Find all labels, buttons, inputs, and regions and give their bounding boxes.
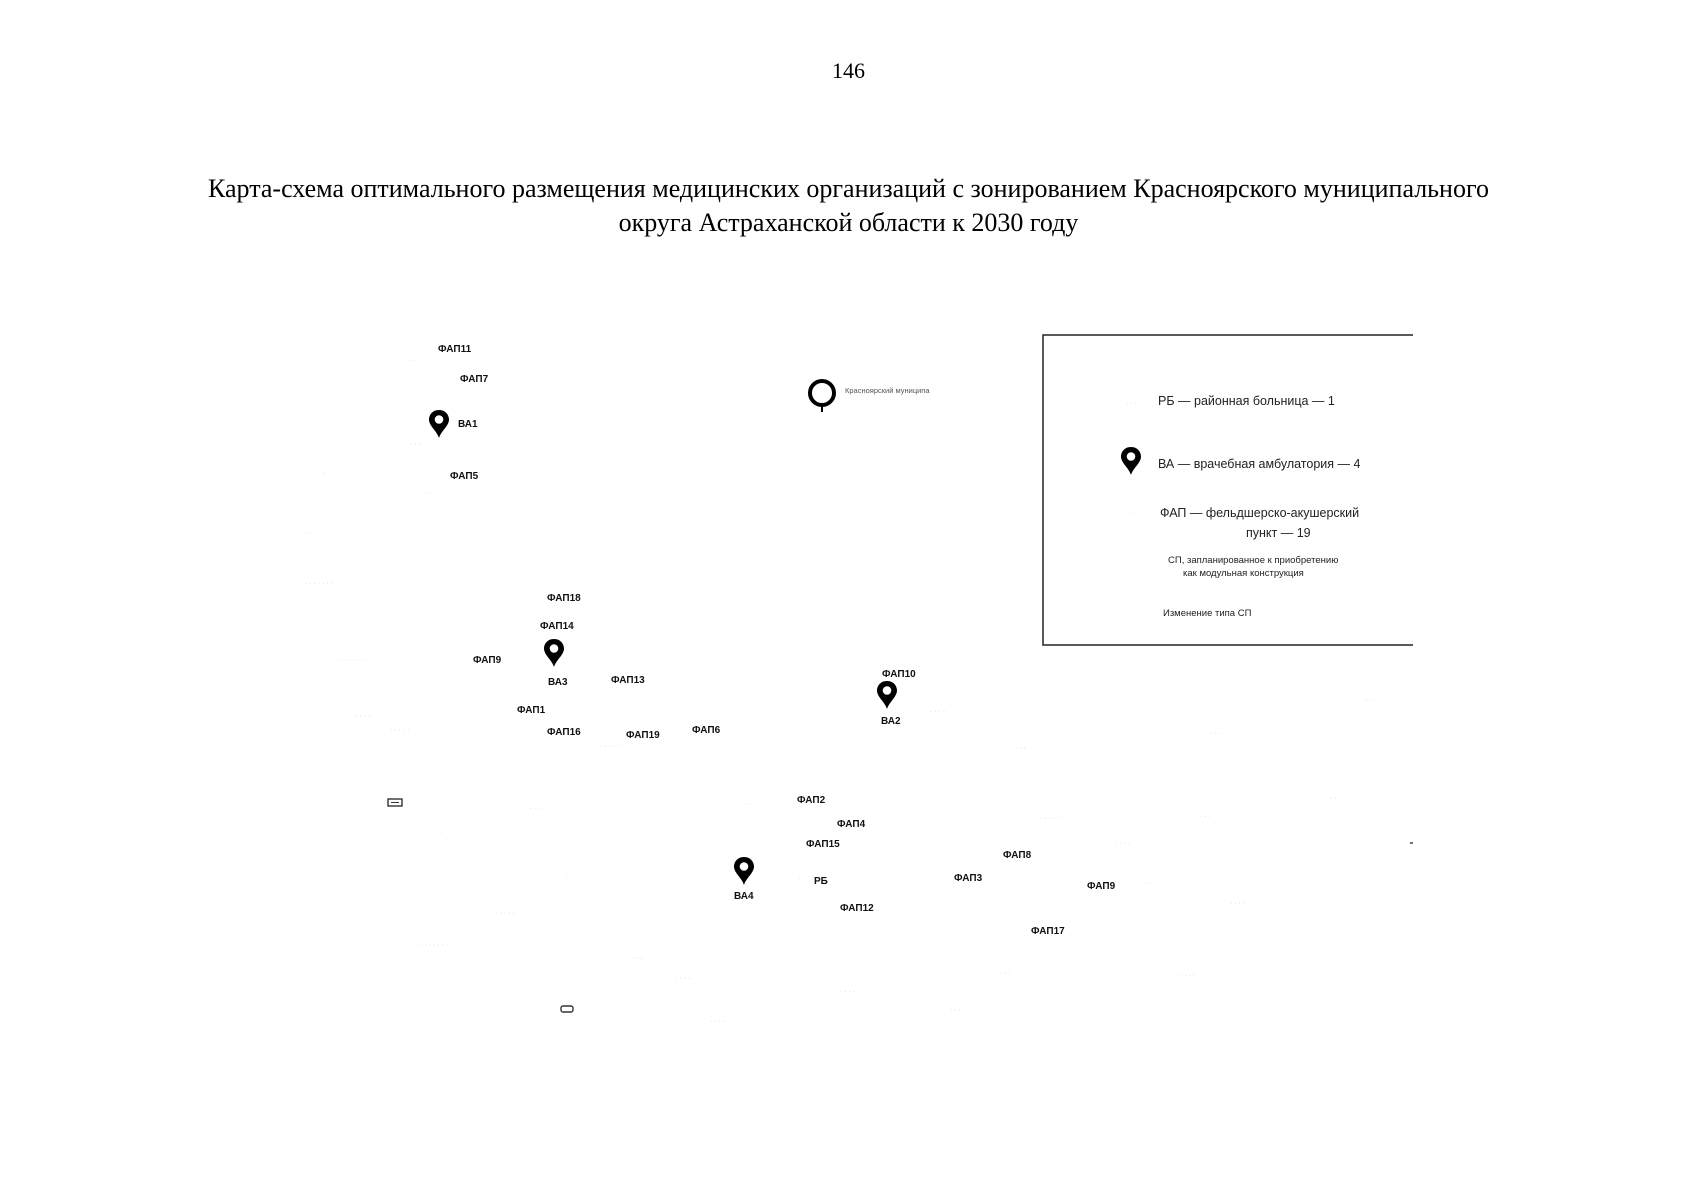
- svg-text:·: ·: [798, 875, 801, 882]
- svg-text:· · · ·: · · · ·: [1180, 972, 1196, 979]
- svg-text:· · · ·: · · · ·: [355, 713, 371, 720]
- fap-label[interactable]: ФАП13: [611, 675, 645, 686]
- fap-label[interactable]: ФАП3: [954, 873, 983, 884]
- fap-label[interactable]: ФАП17: [1031, 926, 1065, 937]
- district-center-label: Красноярский муниципа: [845, 386, 930, 395]
- legend-sp-line2: как модульная конструкция: [1183, 568, 1304, 579]
- location-pin-icon: [877, 681, 897, 709]
- svg-text:· · · ·: · · · ·: [675, 975, 691, 982]
- page-number: 146: [832, 58, 865, 83]
- svg-text:·: ·: [440, 829, 443, 836]
- svg-text:· · · ·: · · · ·: [1230, 900, 1246, 907]
- svg-text:· · · ·: · · · ·: [530, 805, 546, 812]
- svg-text:·: ·: [1132, 510, 1135, 517]
- map-symbols: [388, 799, 1413, 1012]
- svg-text:· · · · ·: · · · · ·: [390, 727, 410, 734]
- svg-text:· · · ·: · · · ·: [1195, 813, 1211, 820]
- fap-label[interactable]: ФАП14: [540, 621, 574, 632]
- fap-label[interactable]: ФАП11: [438, 344, 472, 355]
- svg-text:· · · · ·: · · · · ·: [600, 743, 620, 750]
- fap-label[interactable]: ФАП1: [517, 705, 546, 716]
- title-line-1: Карта-схема оптимального размещения медицинских организаций с зонированием Красноярского муниципального: [208, 174, 1489, 203]
- fap-label[interactable]: ФАП10: [882, 669, 916, 680]
- svg-text:· · · ·: · · · ·: [1115, 840, 1131, 847]
- va1-marker[interactable]: [429, 410, 478, 438]
- fap-label[interactable]: ФАП9: [1087, 881, 1116, 892]
- fap-label[interactable]: ФАП12: [840, 903, 874, 914]
- svg-text:· ·: · ·: [305, 530, 312, 537]
- va3-label: ВА3: [548, 677, 568, 688]
- fap-label[interactable]: ФАП6: [692, 725, 721, 736]
- legend: [1043, 335, 1413, 645]
- fap-label[interactable]: ФАП16: [547, 727, 581, 738]
- svg-text:· · ·: · · ·: [420, 490, 431, 497]
- fap-label[interactable]: ФАП19: [626, 730, 660, 741]
- location-pin-icon: [544, 639, 564, 667]
- fap-label[interactable]: ФАП9: [473, 655, 502, 666]
- fap-label[interactable]: ФАП7: [460, 374, 489, 385]
- svg-text:· · ·: · · ·: [410, 441, 421, 448]
- svg-text:· · ·: · · ·: [1126, 400, 1137, 407]
- va4-marker[interactable]: [734, 857, 754, 902]
- legend-va: ВА — врачебная амбулатория — 4: [1158, 457, 1361, 471]
- va1-label: ВА1: [458, 419, 478, 430]
- svg-text:· · · · · · ·: · · · · · · ·: [305, 580, 333, 587]
- fap-labels: [438, 344, 1116, 937]
- svg-text:· · · · ·: · · · · ·: [495, 910, 515, 917]
- svg-text:· ·: · ·: [1365, 697, 1372, 704]
- legend-fap-line1: ФАП — фельдшерско-акушерский: [1160, 506, 1360, 520]
- svg-text:·: ·: [565, 872, 568, 879]
- svg-text:· · ·: · · ·: [950, 1007, 961, 1014]
- fap-label[interactable]: ФАП8: [1003, 850, 1032, 861]
- svg-text:· · · ·: · · · ·: [628, 955, 644, 962]
- fap-label[interactable]: ФАП18: [547, 593, 581, 604]
- title-line-2: округа Астраханской области к 2030 году: [618, 208, 1079, 237]
- location-pin-icon: [734, 857, 754, 885]
- svg-text:· ·: · ·: [745, 801, 752, 808]
- legend-sp-line1: СП, запланированное к приобретению: [1168, 555, 1339, 566]
- va4-label: ВА4: [734, 891, 754, 902]
- svg-text:· · · · · · ·: · · · · · · ·: [420, 942, 448, 949]
- hospital-marker[interactable]: [798, 875, 828, 887]
- svg-text:· · · ·: · · · ·: [930, 708, 946, 715]
- fap-label[interactable]: ФАП15: [806, 839, 840, 850]
- legend-change: Изменение типа СП: [1163, 608, 1252, 619]
- svg-text:· · · · · ·: · · · · · ·: [340, 657, 364, 664]
- legend-rb: РБ — районная больница — 1: [1158, 394, 1335, 408]
- legend-fap-line2: пункт — 19: [1246, 526, 1311, 540]
- svg-text:·: ·: [322, 470, 325, 477]
- svg-text:· · · ·: · · · ·: [710, 1018, 726, 1025]
- va3-marker[interactable]: [544, 639, 568, 688]
- fap-label[interactable]: ФАП4: [837, 819, 866, 830]
- svg-text:· · ·: · · ·: [1140, 880, 1151, 887]
- district-center-marker[interactable]: [810, 381, 930, 412]
- svg-text:· · · ·: · · · ·: [1210, 730, 1226, 737]
- svg-text:· · · · ·: · · · · ·: [1040, 815, 1060, 822]
- svg-text:· · · ·: · · · ·: [840, 988, 856, 995]
- svg-text:· ·: · ·: [1330, 795, 1337, 802]
- location-pin-icon: [429, 410, 449, 438]
- svg-text:· · ·: · · ·: [405, 357, 416, 364]
- hospital-label: РБ: [814, 876, 828, 887]
- svg-text:· · ·: · · ·: [1000, 970, 1011, 977]
- svg-text:· · ·: · · ·: [1015, 745, 1026, 752]
- fap-label[interactable]: ФАП5: [450, 471, 479, 482]
- va2-label: ВА2: [881, 716, 901, 727]
- va2-marker[interactable]: [877, 681, 901, 727]
- fap-label[interactable]: ФАП2: [797, 795, 826, 806]
